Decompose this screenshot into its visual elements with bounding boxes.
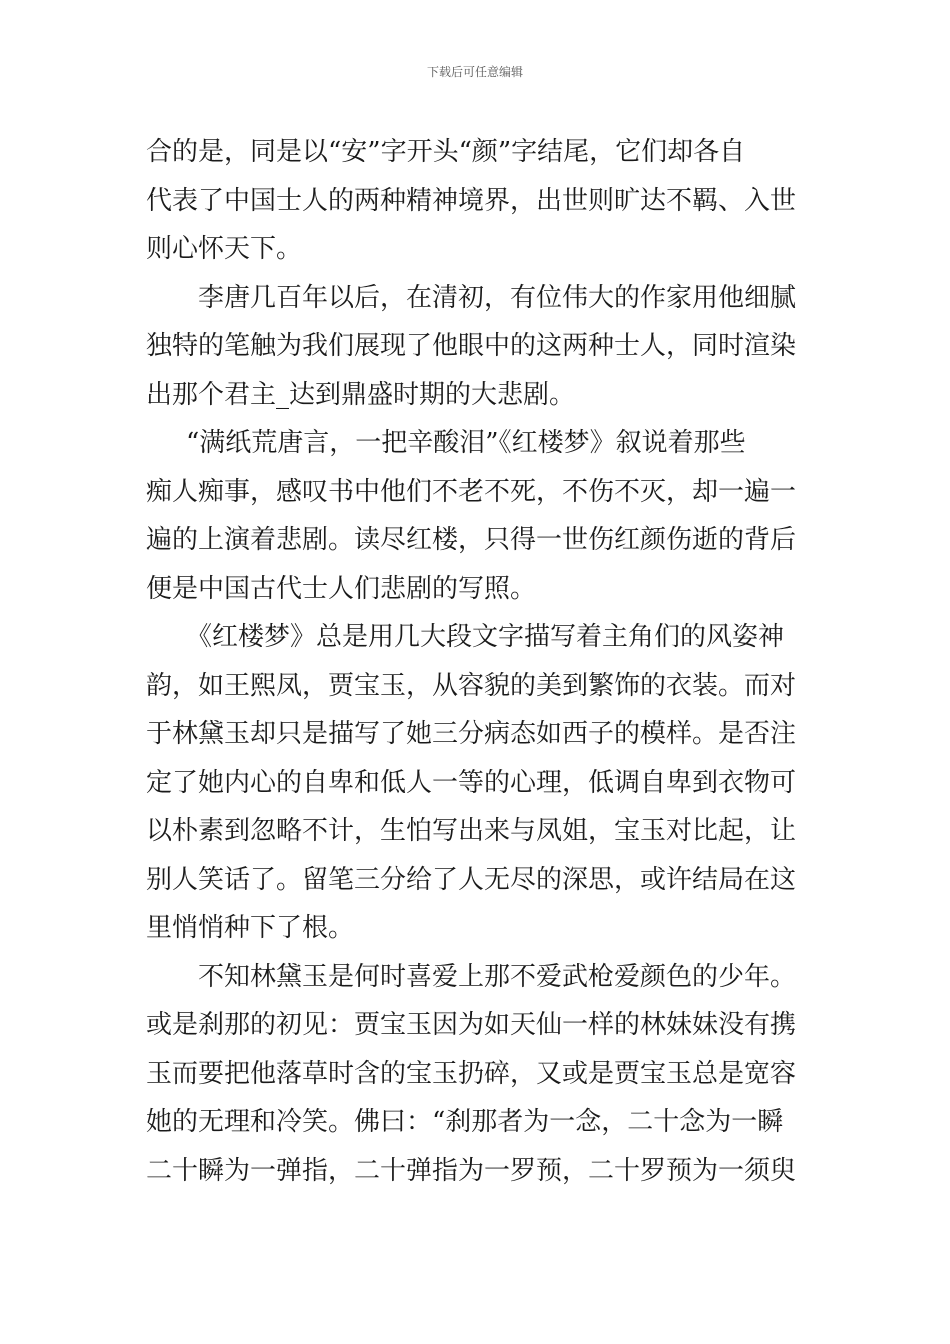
text-line: 便是中国古代士人们悲剧的写照。 bbox=[146, 573, 537, 604]
text-line: 不知林黛玉是何时喜爱上那不爱武枪爱颜色的少年。 bbox=[198, 961, 797, 992]
paragraph-2 bbox=[146, 274, 806, 420]
text-line: 李唐几百年以后，在清初，有位伟大的作家用他细腻 bbox=[198, 282, 797, 313]
text-line: 代表了中国士人的两种精神境界，出世则旷达不羁、入世 bbox=[146, 185, 797, 216]
text-line: 或是刹那的初见：贾宝玉因为如天仙一样的林妹妹没有携 bbox=[146, 1010, 797, 1040]
paragraph-3 bbox=[146, 419, 806, 613]
text-line: 别人笑话了。留笔三分给了人无尽的深思，或许结局在这 bbox=[146, 864, 797, 895]
paragraph-5 bbox=[146, 953, 806, 1196]
text-line: “满纸荒唐言，一把辛酸泪”《红楼梦》叙说着那些 bbox=[186, 428, 746, 458]
text-line: 《红楼梦》总是用几大段文字描写着主角们的风姿神 bbox=[186, 622, 785, 652]
text-line: 里悄悄种下了根。 bbox=[146, 913, 355, 943]
text-line: 独特的笔触为我们展现了他眼中的这两种士人，同时渲染 bbox=[146, 331, 797, 361]
text-line: 遍的上演着悲剧。读尽红楼，只得一世伤红颜伤逝的背后 bbox=[146, 525, 797, 555]
paragraph-1 bbox=[146, 128, 806, 274]
text-line: 于林黛玉却只是描写了她三分病态如西子的模样。是否注 bbox=[146, 719, 797, 749]
text-line: 定了她内心的自卑和低人一等的心理，低调自卑到衣物可 bbox=[146, 767, 797, 798]
text-line: 则心怀天下。 bbox=[146, 234, 303, 264]
text-line: 韵，如王熙凤，贾宝玉，从容貌的美到繁饰的衣装。而对 bbox=[146, 670, 797, 701]
text-line: 出那个君主_达到鼎盛时期的大悲剧。 bbox=[146, 379, 576, 410]
page-header: 下载后可任意编辑 bbox=[426, 65, 523, 79]
text-line: 以朴素到忽略不计，生怕写出来与凤姐，宝玉对比起，让 bbox=[146, 816, 797, 846]
text-line: 她的无理和冷笑。佛曰：“刹那者为一念，二十念为一瞬 bbox=[146, 1107, 784, 1137]
text-line: 玉而要把他落草时含的宝玉扔碎，又或是贾宝玉总是宽容 bbox=[146, 1058, 797, 1089]
text-line: 痴人痴事，感叹书中他们不老不死，不伤不灭，却一遍一 bbox=[146, 476, 797, 507]
document-body bbox=[146, 128, 806, 1195]
paragraph-4 bbox=[146, 613, 806, 953]
text-line: 合的是，同是以“安”字开头“颜”字结尾，它们却各自 bbox=[146, 137, 746, 167]
text-line: 二十瞬为一弹指，二十弹指为一罗预，二十罗预为一须臾 bbox=[146, 1155, 797, 1186]
